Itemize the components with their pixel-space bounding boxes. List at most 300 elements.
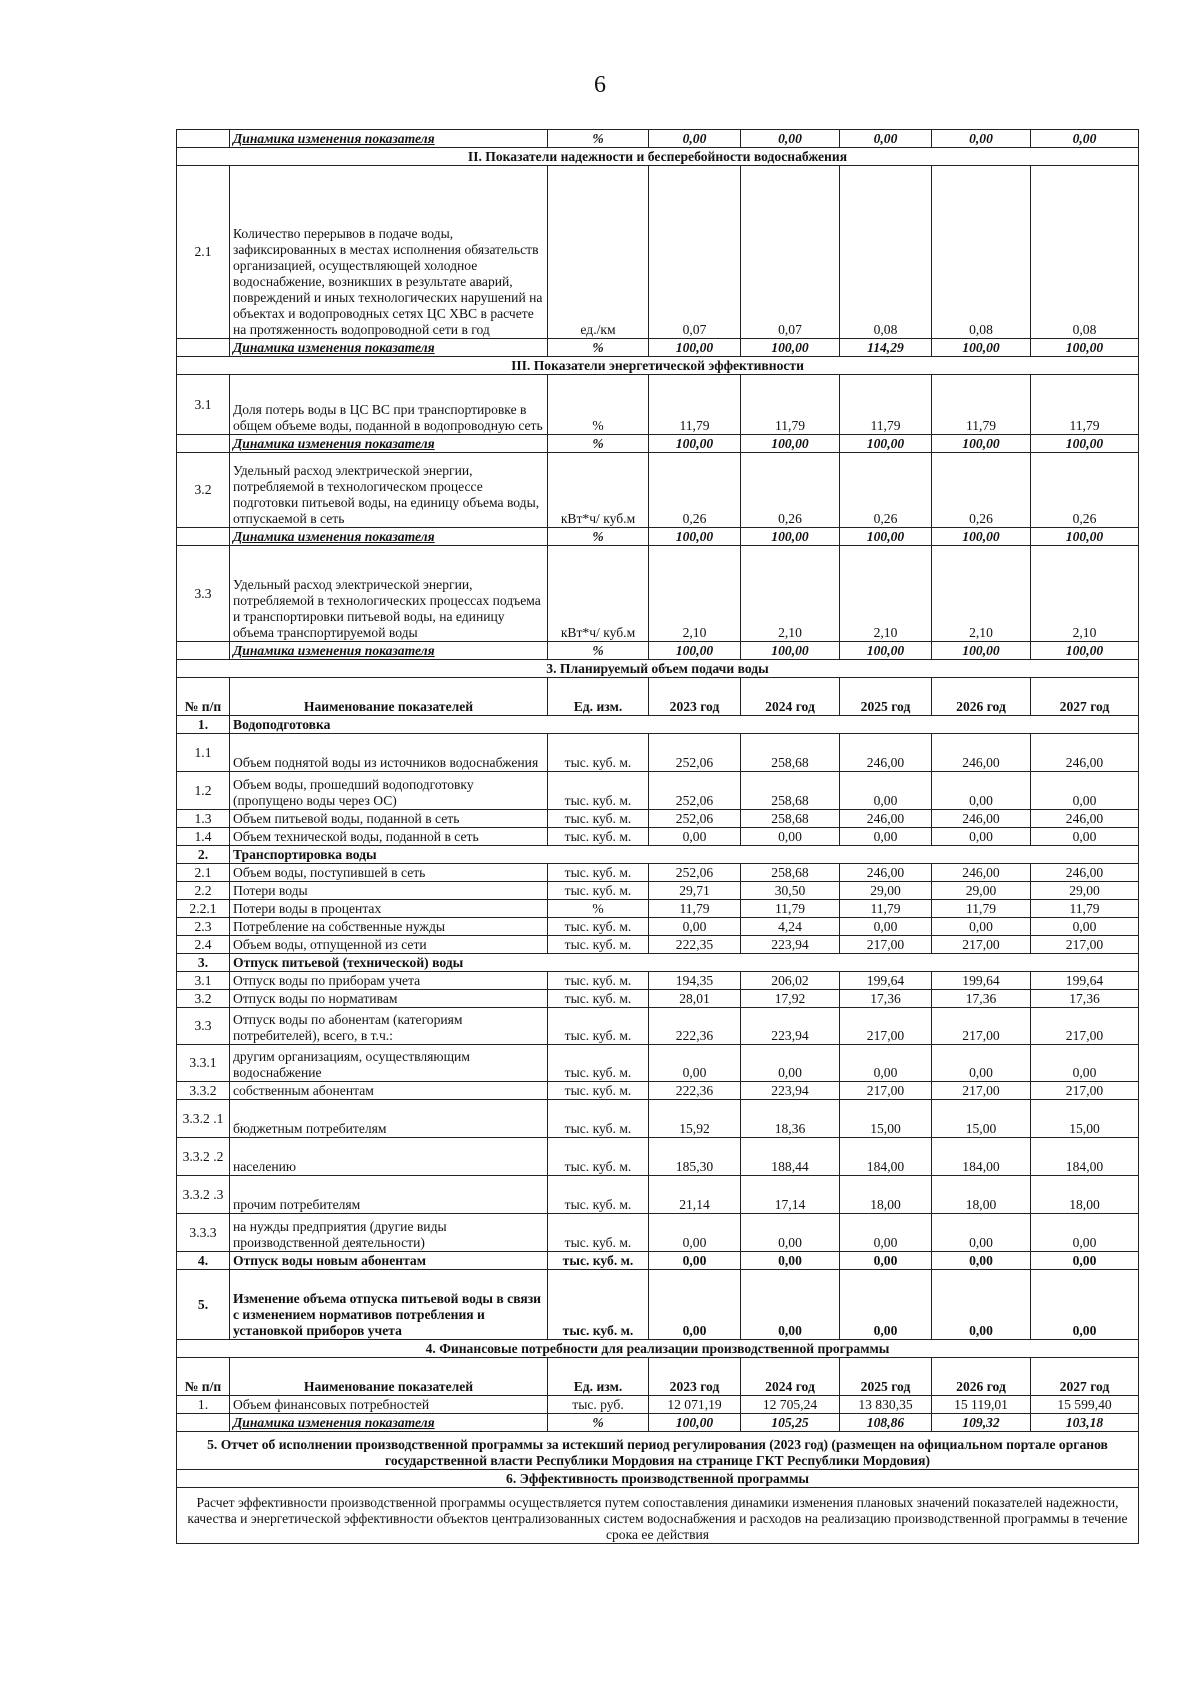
row-name: на нужды предприятия (другие виды производственной деятельности) xyxy=(230,1214,548,1252)
row-name: Потери воды в процентах xyxy=(230,900,548,918)
unit-cell: тыс. куб. м. xyxy=(548,772,649,810)
header-row xyxy=(177,1358,1139,1396)
table-row xyxy=(177,375,1139,435)
unit-cell: % xyxy=(548,375,649,435)
header-name: Наименование показателей xyxy=(230,1358,548,1396)
unit-cell: тыс. куб. м. xyxy=(548,918,649,936)
row-name: Динамика изменения показателя xyxy=(230,528,548,546)
value-cell: 100,00 xyxy=(741,528,840,546)
page-number: 6 xyxy=(594,72,606,98)
value-cell: 100,00 xyxy=(840,528,932,546)
section-title-cell: 5. Отчет об исполнении производственной программы за истекший период регулирования (2023 год) (размещен на официальном портале органов государственной власти Республики Мордовия на странице ГКТ Республики Мордовия) xyxy=(177,1432,1139,1470)
num-cell: 4. xyxy=(177,1252,230,1270)
num-cell: 2.2.1 xyxy=(177,900,230,918)
value-cell: 0,00 xyxy=(741,1270,840,1340)
document-table xyxy=(176,129,1139,1544)
row-name: Объем технической воды, поданной в сеть xyxy=(230,828,548,846)
value-cell: 0,00 xyxy=(840,918,932,936)
value-cell: 21,14 xyxy=(649,1176,741,1214)
table-row xyxy=(177,828,1139,846)
value-cell: 11,79 xyxy=(840,375,932,435)
num-cell xyxy=(177,642,230,660)
value-cell: 217,00 xyxy=(932,1008,1031,1045)
value-cell: 258,68 xyxy=(741,864,840,882)
value-cell: 30,50 xyxy=(741,882,840,900)
table-row xyxy=(177,1270,1139,1340)
value-cell: 0,08 xyxy=(840,166,932,339)
value-cell: 2,10 xyxy=(840,546,932,642)
table-row xyxy=(177,990,1139,1008)
table-row xyxy=(177,882,1139,900)
num-cell: 3.2 xyxy=(177,453,230,528)
table-row xyxy=(177,453,1139,528)
header-year: 2023 год xyxy=(649,1358,741,1396)
value-cell: 28,01 xyxy=(649,990,741,1008)
value-cell: 246,00 xyxy=(1031,734,1139,772)
section-title xyxy=(177,1470,1139,1488)
section-title-cell: II. Показатели надежности и бесперебойности водоснабжения xyxy=(177,148,1139,166)
value-cell: 0,00 xyxy=(840,1214,932,1252)
value-cell: 206,02 xyxy=(741,972,840,990)
value-cell: 15,00 xyxy=(932,1100,1031,1138)
value-cell: 0,07 xyxy=(649,166,741,339)
value-cell: 0,00 xyxy=(1031,918,1139,936)
num-cell xyxy=(177,1414,230,1432)
row-name: Изменение объема отпуска питьевой воды в связи с изменением нормативов потребления и установкой приборов учета xyxy=(230,1270,548,1340)
value-cell: 100,00 xyxy=(741,339,840,357)
header-year: 2025 год xyxy=(840,678,932,716)
value-cell: 194,35 xyxy=(649,972,741,990)
header-year: 2027 год xyxy=(1031,678,1139,716)
value-cell: 0,00 xyxy=(1031,772,1139,810)
header-row xyxy=(177,678,1139,716)
value-cell: 18,36 xyxy=(741,1100,840,1138)
row-name: населению xyxy=(230,1138,548,1176)
value-cell: 2,10 xyxy=(741,546,840,642)
value-cell: 0,00 xyxy=(649,1214,741,1252)
value-cell: 0,00 xyxy=(932,772,1031,810)
header-unit: Ед. изм. xyxy=(548,678,649,716)
unit-cell: кВт*ч/ куб.м xyxy=(548,453,649,528)
value-cell: 11,79 xyxy=(741,375,840,435)
unit-cell: тыс. куб. м. xyxy=(548,936,649,954)
num-cell: 3. xyxy=(177,954,230,972)
value-cell: 0,00 xyxy=(1031,1045,1139,1082)
header-num: № п/п xyxy=(177,1358,230,1396)
value-cell: 188,44 xyxy=(741,1138,840,1176)
table-row xyxy=(177,1138,1139,1176)
unit-cell: тыс. куб. м. xyxy=(548,810,649,828)
unit-cell: % xyxy=(548,642,649,660)
table-row xyxy=(177,166,1139,339)
table-row xyxy=(177,734,1139,772)
row-name: Объем финансовых потребностей xyxy=(230,1396,548,1414)
table-row xyxy=(177,1396,1139,1414)
header-year: 2025 год xyxy=(840,1358,932,1396)
value-cell: 17,36 xyxy=(1031,990,1139,1008)
value-cell: 100,00 xyxy=(741,435,840,453)
unit-cell: % xyxy=(548,435,649,453)
value-cell: 114,29 xyxy=(840,339,932,357)
value-cell: 2,10 xyxy=(932,546,1031,642)
value-cell: 0,00 xyxy=(649,1270,741,1340)
unit-cell: тыс. куб. м. xyxy=(548,1100,649,1138)
dynamic-row xyxy=(177,528,1139,546)
value-cell: 100,00 xyxy=(649,435,741,453)
value-cell: 11,79 xyxy=(932,900,1031,918)
value-cell: 0,00 xyxy=(741,130,840,148)
num-cell: 3.3 xyxy=(177,1008,230,1045)
table-row xyxy=(177,1214,1139,1252)
value-cell: 18,00 xyxy=(932,1176,1031,1214)
value-cell: 199,64 xyxy=(840,972,932,990)
num-cell: 3.1 xyxy=(177,972,230,990)
value-cell: 0,00 xyxy=(840,130,932,148)
table-row xyxy=(177,772,1139,810)
unit-cell: тыс. куб. м. xyxy=(548,828,649,846)
value-cell: 246,00 xyxy=(932,734,1031,772)
value-cell: 0,00 xyxy=(840,772,932,810)
value-cell: 103,18 xyxy=(1031,1414,1139,1432)
table-row xyxy=(177,900,1139,918)
table-row xyxy=(177,1008,1139,1045)
value-cell: 258,68 xyxy=(741,734,840,772)
section-title-cell: 6. Эффективность производственной программы xyxy=(177,1470,1139,1488)
value-cell: 2,10 xyxy=(649,546,741,642)
value-cell: 222,36 xyxy=(649,1082,741,1100)
unit-cell: тыс. куб. м. xyxy=(548,1008,649,1045)
unit-cell: % xyxy=(548,1414,649,1432)
row-name: Отпуск воды новым абонентам xyxy=(230,1252,548,1270)
value-cell: 0,00 xyxy=(741,1214,840,1252)
value-cell: 29,71 xyxy=(649,882,741,900)
num-cell xyxy=(177,130,230,148)
value-cell: 100,00 xyxy=(932,339,1031,357)
value-cell: 184,00 xyxy=(932,1138,1031,1176)
unit-cell: % xyxy=(548,900,649,918)
num-cell: 1. xyxy=(177,1396,230,1414)
value-cell: 11,79 xyxy=(932,375,1031,435)
num-cell: 3.1 xyxy=(177,375,230,435)
value-cell: 17,36 xyxy=(932,990,1031,1008)
value-cell: 100,00 xyxy=(649,642,741,660)
value-cell: 246,00 xyxy=(932,810,1031,828)
num-cell: 1.4 xyxy=(177,828,230,846)
value-cell: 217,00 xyxy=(932,936,1031,954)
row-name: Отпуск питьевой (технической) воды xyxy=(230,954,1139,972)
value-cell: 100,00 xyxy=(649,528,741,546)
value-cell: 222,35 xyxy=(649,936,741,954)
value-cell: 246,00 xyxy=(1031,810,1139,828)
header-unit: Ед. изм. xyxy=(548,1358,649,1396)
dynamic-row xyxy=(177,130,1139,148)
unit-cell: тыс. куб. м. xyxy=(548,1045,649,1082)
value-cell: 0,00 xyxy=(932,130,1031,148)
group-row xyxy=(177,846,1139,864)
value-cell: 185,30 xyxy=(649,1138,741,1176)
row-name: Отпуск воды по абонентам (категориям потребителей), всего, в т.ч.: xyxy=(230,1008,548,1045)
num-cell: 3.3.2 xyxy=(177,1082,230,1100)
value-cell: 199,64 xyxy=(1031,972,1139,990)
value-cell: 100,00 xyxy=(1031,435,1139,453)
value-cell: 15,00 xyxy=(840,1100,932,1138)
row-name: Динамика изменения показателя xyxy=(230,130,548,148)
value-cell: 0,00 xyxy=(932,1214,1031,1252)
value-cell: 0,08 xyxy=(932,166,1031,339)
value-cell: 0,00 xyxy=(1031,130,1139,148)
value-cell: 184,00 xyxy=(840,1138,932,1176)
value-cell: 11,79 xyxy=(840,900,932,918)
value-cell: 0,26 xyxy=(1031,453,1139,528)
value-cell: 0,00 xyxy=(932,828,1031,846)
table-row xyxy=(177,936,1139,954)
dynamic-row xyxy=(177,1414,1139,1432)
value-cell: 217,00 xyxy=(840,1082,932,1100)
table-row xyxy=(177,546,1139,642)
value-cell: 0,00 xyxy=(840,828,932,846)
value-cell: 100,00 xyxy=(741,642,840,660)
num-cell: 5. xyxy=(177,1270,230,1340)
num-cell: 2.1 xyxy=(177,166,230,339)
num-cell: 3.3 xyxy=(177,546,230,642)
value-cell: 184,00 xyxy=(1031,1138,1139,1176)
value-cell: 4,24 xyxy=(741,918,840,936)
dynamic-row xyxy=(177,642,1139,660)
row-name: бюджетным потребителям xyxy=(230,1100,548,1138)
row-name: Динамика изменения показателя xyxy=(230,642,548,660)
value-cell: 0,00 xyxy=(840,1252,932,1270)
num-cell: 3.2 xyxy=(177,990,230,1008)
num-cell: 3.3.2 .3 xyxy=(177,1176,230,1214)
unit-cell: тыс. куб. м. xyxy=(548,1138,649,1176)
value-cell: 0,00 xyxy=(649,130,741,148)
table-row xyxy=(177,1045,1139,1082)
value-cell: 217,00 xyxy=(840,1008,932,1045)
header-year: 2026 год xyxy=(932,1358,1031,1396)
unit-cell: тыс. куб. м. xyxy=(548,1082,649,1100)
unit-cell: % xyxy=(548,130,649,148)
value-cell: 0,00 xyxy=(840,1045,932,1082)
unit-cell: кВт*ч/ куб.м xyxy=(548,546,649,642)
value-cell: 0,00 xyxy=(649,1252,741,1270)
value-cell: 217,00 xyxy=(1031,1008,1139,1045)
row-name: Динамика изменения показателя xyxy=(230,339,548,357)
value-cell: 11,79 xyxy=(1031,375,1139,435)
section-title xyxy=(177,148,1139,166)
value-cell: 15 599,40 xyxy=(1031,1396,1139,1414)
section-title xyxy=(177,1432,1139,1470)
header-year: 2024 год xyxy=(741,678,840,716)
num-cell: 1. xyxy=(177,716,230,734)
num-cell: 2.4 xyxy=(177,936,230,954)
row-name: собственным абонентам xyxy=(230,1082,548,1100)
value-cell: 199,64 xyxy=(932,972,1031,990)
value-cell: 11,79 xyxy=(1031,900,1139,918)
value-cell: 252,06 xyxy=(649,772,741,810)
row-name: Динамика изменения показателя xyxy=(230,1414,548,1432)
row-name: другим организациям, осуществляющим водоснабжение xyxy=(230,1045,548,1082)
num-cell: 2.3 xyxy=(177,918,230,936)
value-cell: 0,00 xyxy=(932,1045,1031,1082)
num-cell: 3.3.1 xyxy=(177,1045,230,1082)
unit-cell: тыс. куб. м. xyxy=(548,1270,649,1340)
value-cell: 100,00 xyxy=(932,528,1031,546)
value-cell: 252,06 xyxy=(649,734,741,772)
num-cell xyxy=(177,528,230,546)
header-year: 2024 год xyxy=(741,1358,840,1396)
section-title xyxy=(177,660,1139,678)
value-cell: 109,32 xyxy=(932,1414,1031,1432)
value-cell: 252,06 xyxy=(649,810,741,828)
section6-text-row xyxy=(177,1488,1139,1544)
value-cell: 29,00 xyxy=(1031,882,1139,900)
value-cell: 0,00 xyxy=(741,1252,840,1270)
value-cell: 246,00 xyxy=(840,864,932,882)
num-cell: 3.3.3 xyxy=(177,1214,230,1252)
unit-cell: тыс. куб. м. xyxy=(548,990,649,1008)
section-title-cell: 3. Планируемый объем подачи воды xyxy=(177,660,1139,678)
row-name: Доля потерь воды в ЦС ВС при транспортировке в общем объеме воды, поданной в водопроводную сеть xyxy=(230,375,548,435)
value-cell: 17,92 xyxy=(741,990,840,1008)
value-cell: 246,00 xyxy=(840,810,932,828)
num-cell: 2.2 xyxy=(177,882,230,900)
unit-cell: тыс. куб. м. xyxy=(548,734,649,772)
row-name: прочим потребителям xyxy=(230,1176,548,1214)
table-row xyxy=(177,972,1139,990)
row-name: Объем воды, прошедший водоподготовку (пропущено воды через ОС) xyxy=(230,772,548,810)
group-row xyxy=(177,954,1139,972)
row-name: Объем питьевой воды, поданной в сеть xyxy=(230,810,548,828)
value-cell: 252,06 xyxy=(649,864,741,882)
value-cell: 29,00 xyxy=(932,882,1031,900)
value-cell: 246,00 xyxy=(840,734,932,772)
value-cell: 0,00 xyxy=(1031,1214,1139,1252)
num-cell xyxy=(177,435,230,453)
value-cell: 11,79 xyxy=(649,900,741,918)
value-cell: 0,08 xyxy=(1031,166,1139,339)
row-name: Потери воды xyxy=(230,882,548,900)
table-row xyxy=(177,1176,1139,1214)
section-title xyxy=(177,357,1139,375)
value-cell: 105,25 xyxy=(741,1414,840,1432)
num-cell: 1.3 xyxy=(177,810,230,828)
dynamic-row xyxy=(177,339,1139,357)
table-row xyxy=(177,1100,1139,1138)
dynamic-row xyxy=(177,435,1139,453)
value-cell: 0,26 xyxy=(649,453,741,528)
value-cell: 17,36 xyxy=(840,990,932,1008)
value-cell: 0,00 xyxy=(932,1270,1031,1340)
value-cell: 18,00 xyxy=(840,1176,932,1214)
num-cell xyxy=(177,339,230,357)
value-cell: 100,00 xyxy=(649,339,741,357)
row-name: Удельный расход электрической энергии, потребляемой в технологическом процессе подготовки питьевой воды, на единицу объема воды, отпускаемой в сеть xyxy=(230,453,548,528)
value-cell: 11,79 xyxy=(741,900,840,918)
value-cell: 217,00 xyxy=(1031,936,1139,954)
value-cell: 0,00 xyxy=(649,828,741,846)
num-cell: 3.3.2 .1 xyxy=(177,1100,230,1138)
row-name: Удельный расход электрической энергии, потребляемой в технологических процессах подъема и транспортировки питьевой воды, на единицу объема транспортируемой воды xyxy=(230,546,548,642)
table-row xyxy=(177,1252,1139,1270)
unit-cell: тыс. куб. м. xyxy=(548,864,649,882)
section-title-cell: 4. Финансовые потребности для реализации производственной программы xyxy=(177,1340,1139,1358)
value-cell: 15 119,01 xyxy=(932,1396,1031,1414)
row-name: Объем воды, поступившей в сеть xyxy=(230,864,548,882)
value-cell: 15,00 xyxy=(1031,1100,1139,1138)
num-cell: 2.1 xyxy=(177,864,230,882)
row-name: Объем поднятой воды из источников водоснабжения xyxy=(230,734,548,772)
row-name: Отпуск воды по приборам учета xyxy=(230,972,548,990)
value-cell: 108,86 xyxy=(840,1414,932,1432)
unit-cell: тыс. куб. м. xyxy=(548,1176,649,1214)
num-cell: 1.2 xyxy=(177,772,230,810)
value-cell: 0,00 xyxy=(932,1252,1031,1270)
value-cell: 2,10 xyxy=(1031,546,1139,642)
row-name: Водоподготовка xyxy=(230,716,1139,734)
value-cell: 100,00 xyxy=(932,642,1031,660)
section-title xyxy=(177,1340,1139,1358)
table-row xyxy=(177,864,1139,882)
row-name: Динамика изменения показателя xyxy=(230,435,548,453)
value-cell: 0,26 xyxy=(741,453,840,528)
value-cell: 0,00 xyxy=(1031,828,1139,846)
value-cell: 0,26 xyxy=(840,453,932,528)
value-cell: 223,94 xyxy=(741,936,840,954)
value-cell: 246,00 xyxy=(1031,864,1139,882)
value-cell: 15,92 xyxy=(649,1100,741,1138)
value-cell: 246,00 xyxy=(932,864,1031,882)
unit-cell: тыс. куб. м. xyxy=(548,1214,649,1252)
value-cell: 0,00 xyxy=(649,1045,741,1082)
value-cell: 0,00 xyxy=(932,918,1031,936)
value-cell: 100,00 xyxy=(1031,339,1139,357)
row-name: Отпуск воды по нормативам xyxy=(230,990,548,1008)
value-cell: 0,00 xyxy=(741,1045,840,1082)
value-cell: 0,00 xyxy=(1031,1252,1139,1270)
value-cell: 217,00 xyxy=(840,936,932,954)
value-cell: 100,00 xyxy=(1031,528,1139,546)
section6-text: Расчет эффективности производственной программы осуществляется путем сопоставления динамики изменения плановых значений показателей надежности, качества и энергетической эффективности объектов централизованных систем водоснабжения и расходов на реализацию производственной программы в течение срока ее действия xyxy=(177,1488,1139,1544)
unit-cell: % xyxy=(548,339,649,357)
unit-cell: тыс. куб. м. xyxy=(548,1252,649,1270)
value-cell: 258,68 xyxy=(741,810,840,828)
value-cell: 100,00 xyxy=(932,435,1031,453)
value-cell: 11,79 xyxy=(649,375,741,435)
unit-cell: тыс. руб. xyxy=(548,1396,649,1414)
header-year: 2027 год xyxy=(1031,1358,1139,1396)
value-cell: 223,94 xyxy=(741,1008,840,1045)
value-cell: 223,94 xyxy=(741,1082,840,1100)
value-cell: 100,00 xyxy=(840,642,932,660)
value-cell: 100,00 xyxy=(649,1414,741,1432)
value-cell: 222,36 xyxy=(649,1008,741,1045)
value-cell: 217,00 xyxy=(1031,1082,1139,1100)
value-cell: 12 071,19 xyxy=(649,1396,741,1414)
header-num: № п/п xyxy=(177,678,230,716)
table-row xyxy=(177,918,1139,936)
row-name: Объем воды, отпущенной из сети xyxy=(230,936,548,954)
unit-cell: тыс. куб. м. xyxy=(548,882,649,900)
value-cell: 0,00 xyxy=(1031,1270,1139,1340)
value-cell: 0,00 xyxy=(840,1270,932,1340)
value-cell: 18,00 xyxy=(1031,1176,1139,1214)
row-name: Потребление на собственные нужды xyxy=(230,918,548,936)
header-year: 2026 год xyxy=(932,678,1031,716)
section-title-cell: III. Показатели энергетической эффективности xyxy=(177,357,1139,375)
header-name: Наименование показателей xyxy=(230,678,548,716)
unit-cell: % xyxy=(548,528,649,546)
num-cell: 1.1 xyxy=(177,734,230,772)
